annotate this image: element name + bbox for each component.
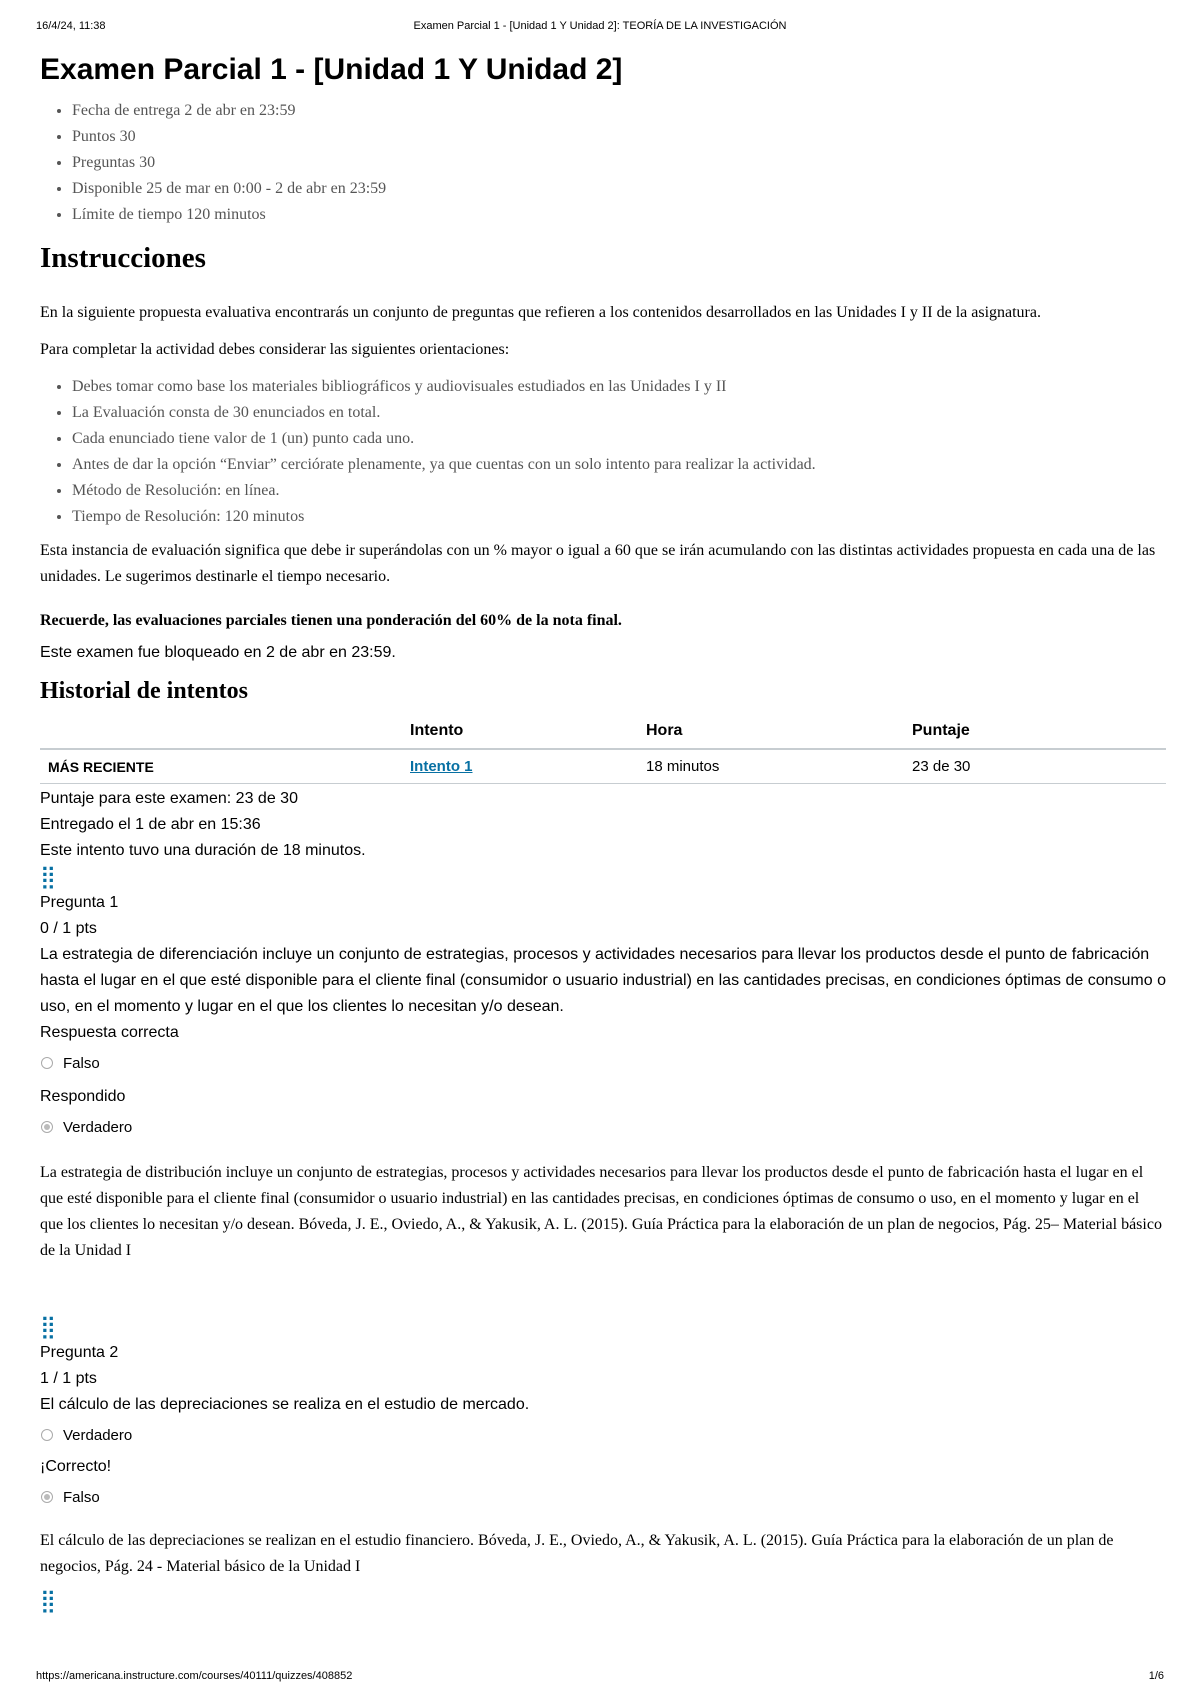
table-row: [40, 749, 1166, 784]
page-url: https://americana.instructure.com/courses/40111/quizzes/408852: [36, 1670, 353, 1682]
answer-option: [40, 1046, 1166, 1080]
drag-handle-icon: ⣿: [40, 1314, 55, 1339]
correct-answer-label: Respuesta correcta: [40, 1024, 179, 1041]
question-count: • Preguntas 30: [72, 150, 1166, 176]
question-points: 0 / 1 pts: [40, 920, 97, 937]
answer-text: Verdadero: [63, 1426, 133, 1444]
attempt-summary: [40, 786, 1166, 864]
locked-message: Este examen fue bloqueado en 2 de abr en 23:59.: [40, 644, 396, 661]
question-text: El cálculo de las depreciaciones se realiza en el estudio de mercado.: [40, 1396, 530, 1413]
drag-handle-icon: ⣿: [40, 1588, 55, 1613]
table-header-row: [40, 714, 1166, 749]
exam-title: Examen Parcial 1 - [Unidad 1 Y Unidad 2]: [40, 53, 623, 86]
column-header-time: Hora: [638, 714, 904, 749]
exam-score: Puntaje para este examen: 23 de 30: [40, 790, 298, 807]
answer-text: Falso: [63, 1054, 100, 1072]
attempt-duration: Este intento tuvo una duración de 18 minutos.: [40, 842, 366, 859]
submitted-at: Entregado el 1 de abr en 15:36: [40, 816, 261, 833]
main-content: [40, 48, 1166, 1614]
orientation-item: • Método de Resolución: en línea.: [72, 478, 1166, 504]
column-header-score: Puntaje: [904, 714, 1166, 749]
instructions-heading: Instrucciones: [40, 242, 206, 274]
row-label: MÁS RECIENTE: [40, 749, 402, 784]
answer-feedback: La estrategia de distribución incluye un conjunto de estrategias, procesos y actividades necesarios para llevar los productos desde el punto de fabricación hasta el lugar en el que esté disponible para el cliente final (consumidor o usuario industrial) en las cantidades precisas, en condiciones óptimas de consumo o uso, en el momento y lugar en el que los clientes lo necesitan y/o desean. Bóveda, J. E., Oviedo, A., & Yakusik, A. L. (2015). Guía Práctica para la elaboración de un plan de negocios, Pág. 25– Material básico de la Unidad I: [40, 1164, 1162, 1259]
answer-option: [40, 1110, 1166, 1144]
column-header: [40, 714, 402, 749]
answer-text: Falso: [63, 1488, 100, 1506]
radio-selected-icon: [41, 1491, 53, 1503]
question-title: Pregunta 1: [40, 894, 119, 911]
question-1: [40, 864, 1166, 1264]
instructions-intro: En la siguiente propuesta evaluativa encontrarás un conjunto de preguntas que refieren a los contenidos desarrollados en las Unidades I y II de la asignatura.: [40, 304, 1041, 321]
attempt-score: 23 de 30: [904, 749, 1166, 784]
orientation-list: [40, 374, 1166, 530]
answer-option: [40, 1418, 1166, 1452]
print-footer: [36, 1670, 1164, 1684]
column-header-attempt: Intento: [402, 714, 638, 749]
history-heading: Historial de intentos: [40, 678, 248, 704]
orientation-item: • La Evaluación consta de 30 enunciados en total.: [72, 400, 1166, 426]
correct-label: ¡Correcto!: [40, 1458, 112, 1475]
attempt-history-table: [40, 714, 1166, 784]
orientation-item: • Antes de dar la opción “Enviar” cerciórate plenamente, ya que cuentas con un solo intento para realizar la actividad.: [72, 452, 1166, 478]
question-title: Pregunta 2: [40, 1344, 119, 1361]
print-page-title: Examen Parcial 1 - [Unidad 1 Y Unidad 2]: TEORÍA DE LA INVESTIGACIÓN: [413, 20, 787, 32]
print-timestamp: 16/4/24, 11:38: [36, 20, 106, 32]
drag-handle-icon: ⣿: [40, 864, 55, 889]
page-number: 1/6: [1148, 1670, 1164, 1682]
question-text: La estrategia de diferenciación incluye un conjunto de estrategias, procesos y actividades necesarios para llevar los productos desde el punto de fabricación hasta el lugar en el que esté disponible para el cliente final (consumidor o usuario industrial) en las cantidades precisas, en condiciones óptimas de consumo o uso, en el momento y lugar en el que los clientes lo necesitan y/o desean.: [40, 946, 1166, 1015]
points: • Puntos 30: [72, 124, 1166, 150]
orientation-item: • Tiempo de Resolución: 120 minutos: [72, 504, 1166, 530]
question-points: 1 / 1 pts: [40, 1370, 97, 1387]
print-header: [36, 20, 1164, 36]
availability: • Disponible 25 de mar en 0:00 - 2 de abr en 23:59: [72, 176, 1166, 202]
due-date: • Fecha de entrega 2 de abr en 23:59: [72, 98, 1166, 124]
attempt-time: 18 minutos: [638, 749, 904, 784]
answer-feedback: El cálculo de las depreciaciones se realizan en el estudio financiero. Bóveda, J. E., Oviedo, A., & Yakusik, A. L. (2015). Guía Práctica para la elaboración de un plan de negocios, Pág. 24 - Material básico de la Unidad I: [40, 1532, 1114, 1575]
weighting-reminder: Recuerde, las evaluaciones parciales tienen una ponderación del 60% de la nota final.: [40, 612, 622, 629]
orientation-item: • Cada enunciado tiene valor de 1 (un) punto cada uno.: [72, 426, 1166, 452]
radio-selected-icon: [41, 1121, 53, 1133]
answered-label: Respondido: [40, 1088, 126, 1105]
question-2: [40, 1314, 1166, 1614]
exam-details-list: [40, 98, 1166, 228]
answer-option: [40, 1480, 1166, 1514]
radio-icon: [41, 1057, 53, 1069]
orientation-item: • Debes tomar como base los materiales bibliográficos y audiovisuales estudiados en las Unidades I y II: [72, 374, 1166, 400]
orientation-lead: Para completar la actividad debes considerar las siguientes orientaciones:: [40, 341, 510, 358]
attempt-link[interactable]: Intento 1: [410, 758, 473, 775]
radio-icon: [41, 1429, 53, 1441]
time-limit: • Límite de tiempo 120 minutos: [72, 202, 1166, 228]
evaluation-note: Esta instancia de evaluación significa que debe ir superándolas con un % mayor o igual a 60 que se irán acumulando con las distintas actividades propuesta en cada una de las unidades. Le sugerimos destinarle el tiempo necesario.: [40, 542, 1156, 585]
answer-text: Verdadero: [63, 1118, 133, 1136]
